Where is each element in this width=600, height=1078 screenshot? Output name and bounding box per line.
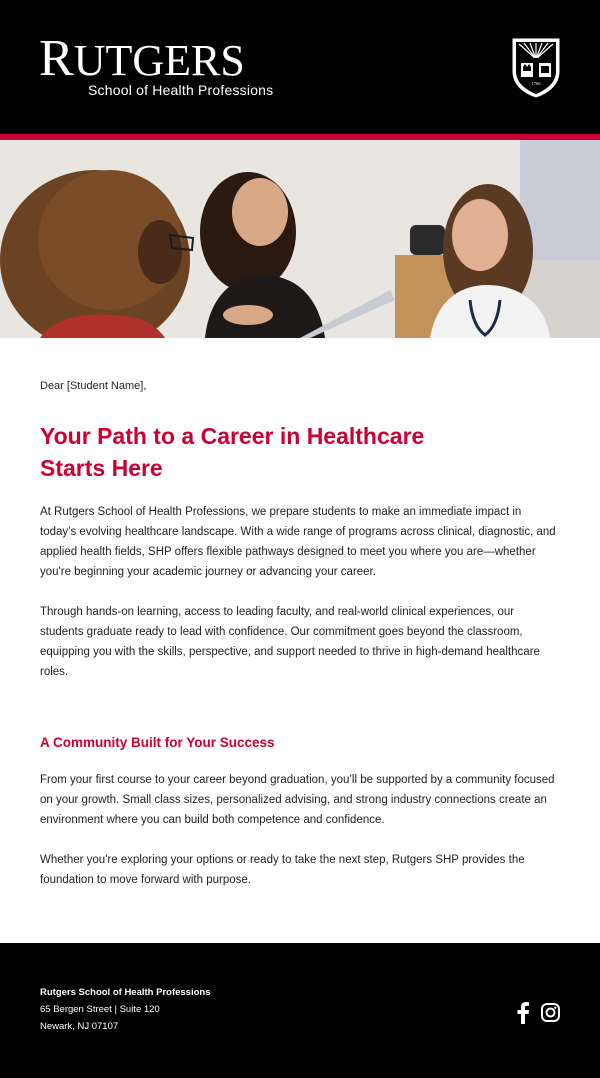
- headline-line-1: Your Path to a Career in Healthcare: [40, 423, 425, 449]
- footer-city: Newark, NJ 07107: [40, 1021, 119, 1032]
- closing-paragraph: Whether you're exploring your options or ready to take the next step, Rutgers SHP provides the foundation to move forward with purpose.: [40, 854, 525, 886]
- hero-photo: [0, 140, 600, 338]
- headline: [40, 420, 480, 484]
- learning-paragraph: Through hands-on learning, access to leading faculty, and real-world clinical experiences, our students graduate ready to lead with confidence. Our commitment goes beyond the classroom, equipping you with the skills, perspective, and support needed to thrive in high-demand healthcare roles.: [40, 606, 540, 678]
- email-header: [0, 0, 600, 134]
- community-paragraph: From your first course to your career beyond graduation, you’ll be supported by a community focused on your growth. Small class sizes, personalized advising, and strong industry connections create an environment where you can build both competence and confidence.: [40, 774, 555, 826]
- wordmark-rest: UTGERS: [73, 36, 245, 85]
- community-subheading: A Community Built for Your Success: [40, 735, 275, 750]
- facebook-icon[interactable]: [516, 1002, 530, 1024]
- seal-year: 1766: [531, 81, 541, 86]
- hero-illustration: [0, 140, 600, 338]
- footer-org-name: Rutgers School of Health Professions: [40, 987, 211, 998]
- school-subtitle: School of Health Professions: [88, 82, 274, 98]
- wordmark-initial: R: [39, 30, 74, 87]
- rutgers-seal-shield-icon: [511, 37, 561, 99]
- headline-line-2: Starts Here: [40, 455, 163, 481]
- salutation: Dear [Student Name],: [40, 380, 147, 392]
- rutgers-wordmark-logo[interactable]: [39, 30, 245, 87]
- email-body: [0, 379, 600, 890]
- intro-paragraph: At Rutgers School of Health Professions, we prepare students to make an immediate impact in today’s evolving healthcare landscape. With a wide range of programs across clinical, diagnostic, and applied health fields, SHP offers flexible pathways designed to meet you where you are—whether you're beginning your academic journey or advancing your career.: [40, 506, 556, 578]
- instagram-icon[interactable]: [541, 1003, 560, 1022]
- email-footer: [0, 943, 600, 1078]
- footer-address: 65 Bergen Street | Suite 120: [40, 1004, 160, 1015]
